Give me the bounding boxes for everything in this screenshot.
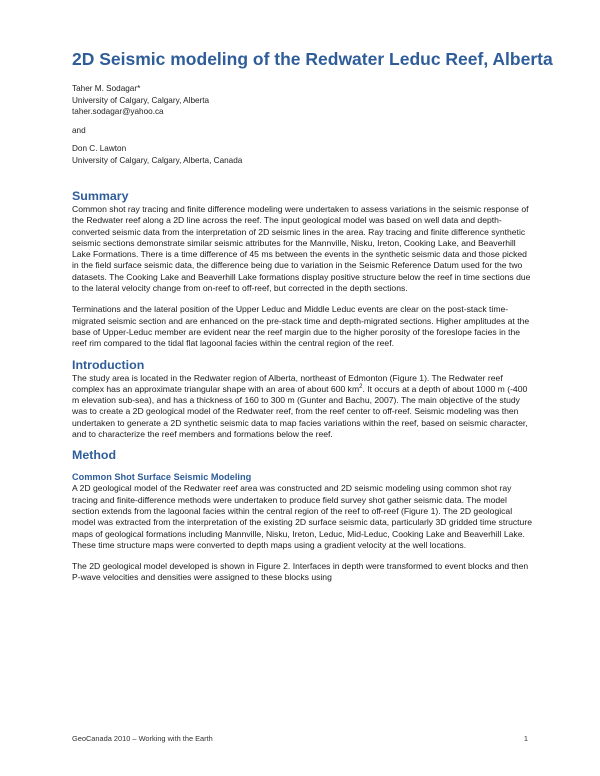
introduction-text-a: The study area is located in the Redwater region of Alberta, northeast of Edmonton (Figure 1). The Redwater reef complex has an approximate triangular shape with an area of about 600 km [72, 372, 503, 394]
method-subheading: Common Shot Surface Seismic Modeling [72, 472, 252, 483]
author1-name: Taher M. Sodagar* [72, 84, 141, 93]
method-heading: Method [72, 448, 117, 463]
author2-affiliation: University of Calgary, Calgary, Alberta, Canada [72, 155, 243, 165]
introduction-text-b: . It occurs at a depth of about 1000 m (-400 m elevation sub-sea), and has a thickness of 160 to 300 m (Gunter and Bachu, 2007). The main objective of the study was to create a 2D geological model of the Redwater reef, from the reef center to off-reef. Seismic modeling was then undertaken to generate a 2D synthetic seismic data to map facies variations within the reef, based on seismic character, and to characterize the reef members and formations below the reef. [72, 383, 528, 440]
paper-title: 2D Seismic modeling of the Redwater Leduc Reef, Alberta [72, 49, 553, 69]
summary-paragraph-1: Common shot ray tracing and finite difference modeling were undertaken to assess variations in the seismic response of the Redwater reef along a 2D line across the reef. The input geological model was based on well data and depth-converted seismic data from the interpretation of 2D seismic lines in the area. Ray tracing and finite difference synthetic seismic sections demonstrate similar seismic attributes for the Mannville, Nisku, Ireton, Cooking Lake, and Beaverhill Lake Formations. There is a time difference of 45 ms between the events in the synthetic seismic data and those picked in the field surface seismic data, the difference being due to variation in the Seismic Reference Datum used for the two datasets. The Cooking Lake and Beaverhill Lake formations display positive structure below the reef in time sections due to the lateral velocity change from on-reef to off-reef, but corrected in the depth sections. [72, 204, 531, 294]
introduction-heading: Introduction [72, 357, 145, 372]
author1-email[interactable]: taher.sodagar@yahoo.ca [72, 107, 164, 117]
author2-name: Don C. Lawton [72, 144, 127, 154]
author-conjunction: and [72, 125, 86, 135]
method-paragraph-1: A 2D geological model of the Redwater reef area was constructed and 2D seismic modeling using common shot ray tracing and finite-difference methods were undertaken to produce field survey shot gather seismic data. The model section extends from the lagoonal facies within the central region of the reef to off-reef (Figure 1). The 2D geological model was extracted from the interpretation of the existing 2D surface seismic data, particularly 3D gridded time structure maps of geological formations including Mannville, Nisku, Ireton, Leduc, Mid-Leduc, Cooking Lake and Beaverhill Lake. These time structure maps were converted to depth maps using a gradient velocity at the well locations. [72, 483, 532, 550]
introduction-paragraph [72, 373, 534, 441]
summary-heading: Summary [72, 189, 129, 203]
superscript-2: 2 [359, 384, 363, 390]
method-paragraph-2: The 2D geological model developed is shown in Figure 2. Interfaces in depth were transformed to event blocks and then P-wave velocities and densities were assigned to these blocks using [72, 561, 529, 583]
footer-page-number: 1 [523, 734, 528, 743]
author-block [72, 83, 532, 167]
main-content [72, 189, 534, 584]
summary-paragraph-2: Terminations and the lateral position of the Upper Leduc and Middle Leduc events are clear on the post-stack time-migrated seismic section and are enhanced on the pre-stack time and depth-migrated sections. Higher amplitudes at the base of Upper-Leduc member are evident near the reef margin due to the higher porosity of the foreslope facies in the reef rim compared to the tidal flat lagoonal facies within the central region of the reef. [72, 304, 530, 349]
author1-affiliation: University of Calgary, Calgary, Alberta [72, 95, 210, 105]
footer-conference: GeoCanada 2010 – Working with the Earth [72, 734, 213, 743]
